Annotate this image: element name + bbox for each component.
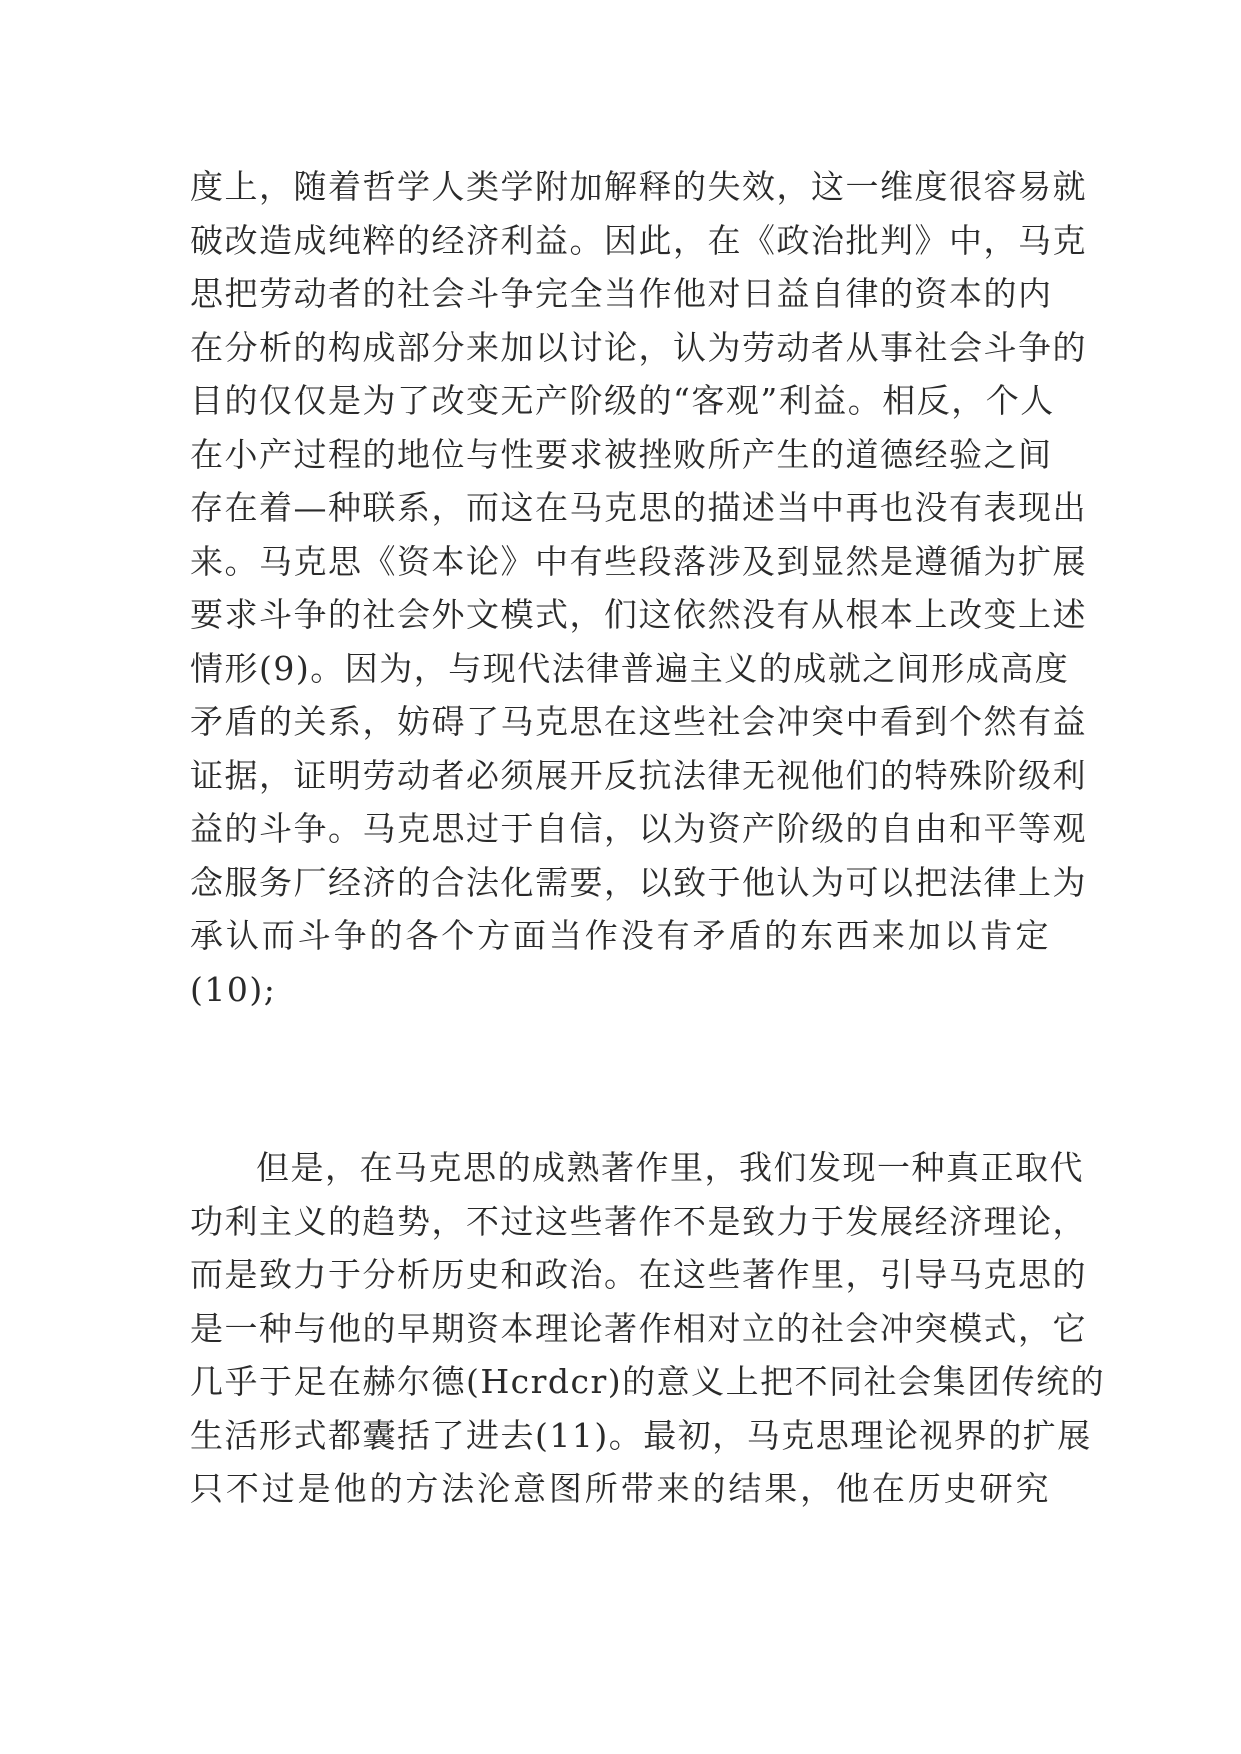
text-line: 要求斗争的社会外文模式，们这依然没有从根本上改变上述 [190, 595, 1087, 634]
paragraph-2 [190, 1141, 1106, 1516]
text-line: (10); [190, 969, 277, 1009]
text-line: 情形(9)。因为，与现代法律普遍主义的成就之间形成高度 [190, 648, 1070, 688]
text-line: 功利主义的趋势，不过这些著作不是致力于发展经济理论， [190, 1201, 1087, 1241]
text-line: 在小产过程的地位与性要求被挫败所产生的道德经验之间 [190, 434, 1053, 474]
text-line: 思把劳动者的社会斗争完全当作他对日益自律的资本的内 [190, 274, 1053, 313]
text-line: 几乎于足在赫尔德(Hcrdcr)的意义上把不同社会集团传统的 [190, 1362, 1106, 1401]
text-line: 存在着—种联系，而这在马克思的描述当中再也没有表现出 [190, 488, 1087, 527]
text-line: 承认而斗争的各个方面当作没有矛盾的东西来加以肯定 [190, 916, 1050, 955]
text-line: 念服务厂经济的合法化需要，以致于他认为可以把法律上为 [190, 862, 1087, 902]
text-line: 矛盾的关系，妨碍了马克思在这些社会冲突中看到个然有益 [190, 702, 1087, 741]
text-line: 但是，在马克思的成熟著作里，我们发现一种真正取代 [256, 1148, 1084, 1187]
text-line: 在分析的构成部分来加以讨论，认为劳动者从事社会斗争的 [190, 327, 1087, 367]
text-line: 来。马克思《资本论》中有些段落涉及到显然是遵循为扩展 [190, 541, 1087, 581]
paragraph-1 [190, 160, 1087, 1016]
text-line: 而是致力于分析历史和政治。在这些著作里，引导马克思的 [190, 1255, 1087, 1294]
text-line: 是一种与他的早期资本理论著作相对立的社会冲突模式，它 [190, 1308, 1087, 1348]
text-line: 度上，随着哲学人类学附加解释的失效，这一维度很容易就 [190, 167, 1087, 206]
text-line: 只不过是他的方法沦意图所带来的结果，他在历史研究 [190, 1469, 1050, 1508]
text-line: 生活形式都囊括了进去(11)。最初，马克思理论视界的扩展 [190, 1415, 1092, 1455]
text-line: 证据，证明劳动者必须展开反抗法律无视他们的特殊阶级利 [190, 755, 1087, 795]
text-line: 益的斗争。马克思过于自信，以为资产阶级的自由和平等观 [190, 809, 1087, 848]
text-line: 破改造成纯粹的经济利益。因此，在《政治批判》中，马克 [190, 220, 1087, 260]
text-line: 目的仅仅是为了改变无产阶级的“客观”利益。相反，个人 [190, 381, 1055, 420]
